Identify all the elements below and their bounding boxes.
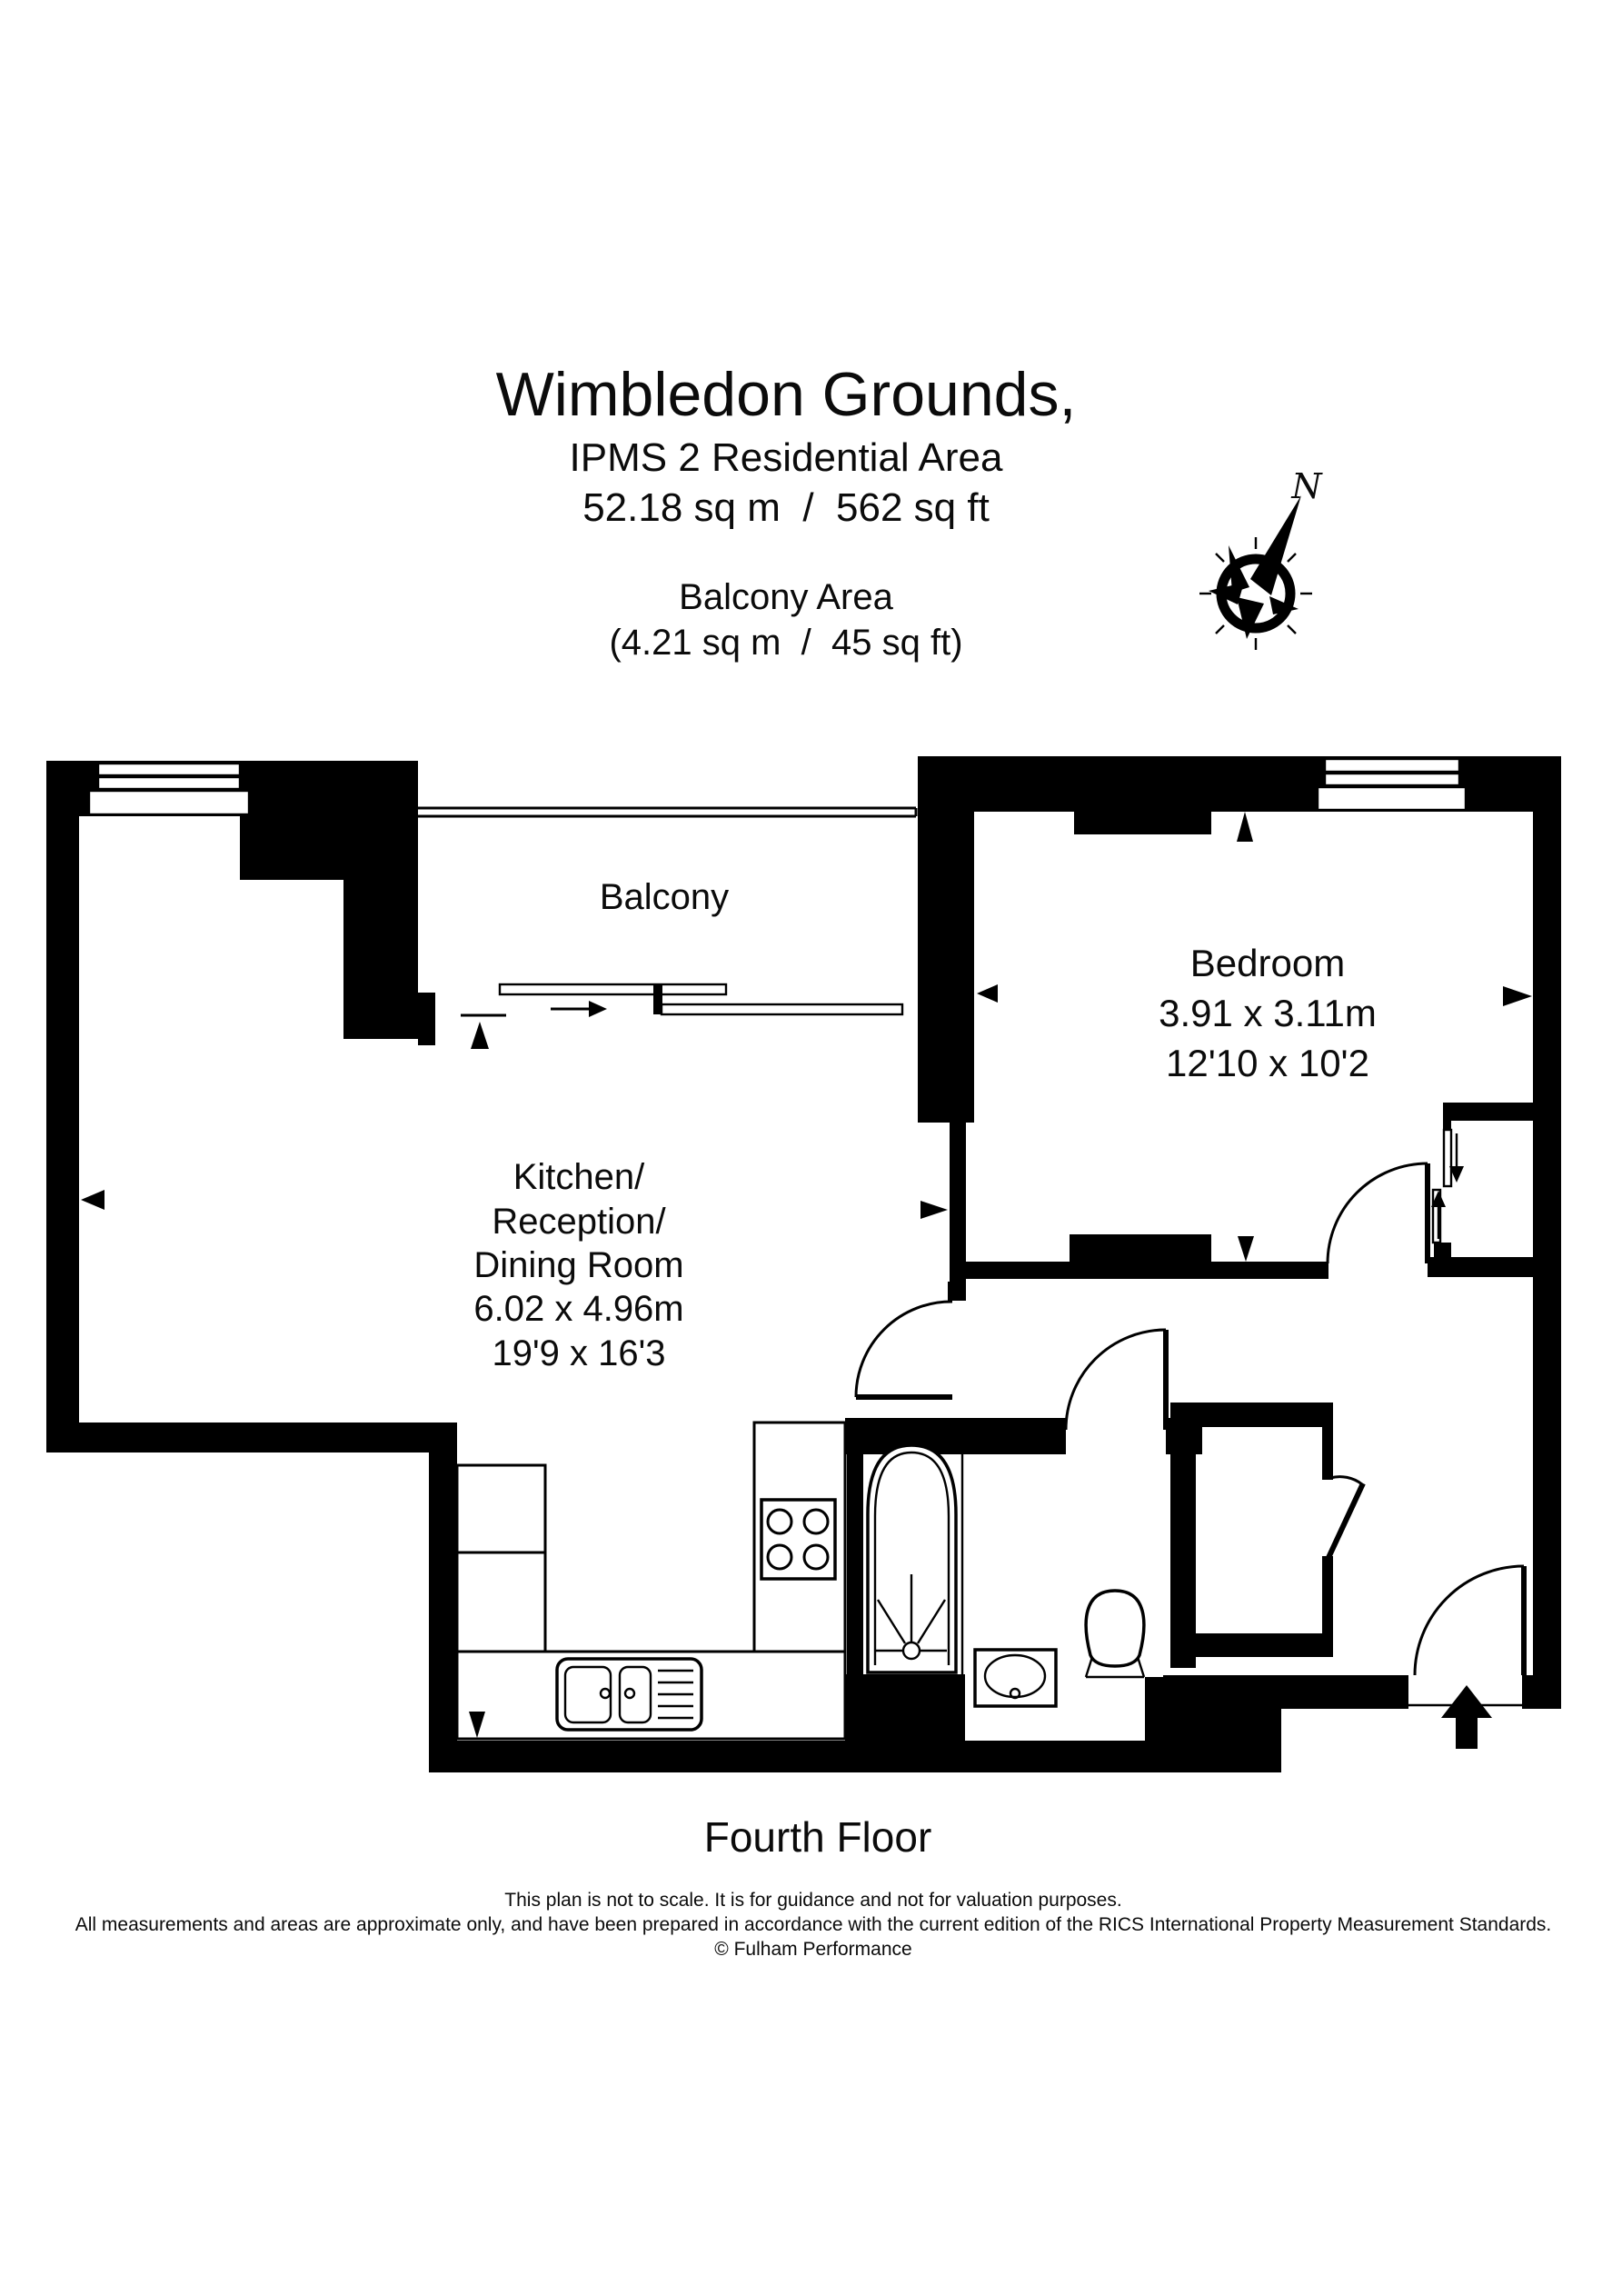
window-top-left bbox=[89, 764, 249, 814]
bedroom-dims-metric: 3.91 x 3.11m bbox=[1159, 992, 1377, 1034]
balcony-area-label: Balcony Area bbox=[679, 577, 893, 617]
bedroom-label: Bedroom bbox=[1189, 942, 1346, 984]
kitchen-dims-imperial: 19'9 x 16'3 bbox=[492, 1333, 666, 1373]
marker-balcony-icon bbox=[471, 1022, 489, 1049]
door-bedroom bbox=[1328, 1163, 1428, 1263]
kitchen-sink bbox=[557, 1659, 702, 1730]
kitchen-label-1: Kitchen/ bbox=[512, 1157, 645, 1197]
kitchen-dims-metric: 6.02 x 4.96m bbox=[473, 1289, 684, 1329]
bathtub bbox=[868, 1445, 956, 1672]
window-bedroom bbox=[1318, 759, 1466, 810]
door-cupboard bbox=[1327, 1477, 1363, 1562]
compass-rose-icon bbox=[1199, 466, 1323, 650]
wardrobe-sliding-door bbox=[1431, 1130, 1464, 1243]
bedroom-dims-imperial: 12'10 x 10'2 bbox=[1166, 1042, 1369, 1084]
door-entrance bbox=[1408, 1566, 1524, 1705]
balcony-label: Balcony bbox=[599, 877, 730, 917]
kitchen-label-2: Reception/ bbox=[492, 1202, 666, 1242]
marker-kitchen-bottom-icon bbox=[469, 1712, 485, 1738]
floor-label: Fourth Floor bbox=[703, 1813, 932, 1861]
area-standard-label: IPMS 2 Residential Area bbox=[569, 435, 1003, 480]
disclaimer-line-1: This plan is not to scale. It is for guidance and not for valuation purposes. bbox=[504, 1890, 1122, 1911]
disclaimer-line-2: All measurements and areas are approximate only, and have been prepared in accordance with the current edition of the RICS International Property Measurement Standards. bbox=[75, 1914, 1552, 1935]
area-value-label: 52.18 sq m / 562 sq ft bbox=[582, 485, 990, 530]
walls bbox=[46, 756, 1561, 1772]
door-kitchen-hall bbox=[856, 1302, 952, 1397]
hob bbox=[761, 1500, 835, 1579]
bathroom-sink bbox=[975, 1650, 1056, 1706]
marker-bedroom-left-icon bbox=[977, 984, 998, 1003]
marker-kitchen-left-icon bbox=[81, 1190, 104, 1210]
marker-kitchen-right-icon bbox=[920, 1201, 948, 1219]
balcony-railing bbox=[413, 808, 916, 816]
balcony-area-value: (4.21 sq m / 45 sq ft) bbox=[609, 623, 963, 663]
slide-direction-arrow-icon bbox=[589, 1001, 607, 1017]
page-title: Wimbledon Grounds, bbox=[495, 360, 1077, 429]
marker-bedroom-top-icon bbox=[1237, 812, 1253, 842]
north-icon: N bbox=[1291, 466, 1322, 506]
disclaimer-line-3: © Fulham Performance bbox=[714, 1939, 912, 1960]
kitchen-label-3: Dining Room bbox=[473, 1245, 684, 1285]
toilet bbox=[1086, 1591, 1144, 1677]
marker-bedroom-right-icon bbox=[1503, 986, 1532, 1006]
entrance-arrow-icon bbox=[1441, 1685, 1492, 1749]
door-bathroom bbox=[1066, 1330, 1166, 1430]
balcony-sliding-door bbox=[500, 984, 902, 1017]
marker-bedroom-bottom-icon bbox=[1238, 1236, 1254, 1262]
